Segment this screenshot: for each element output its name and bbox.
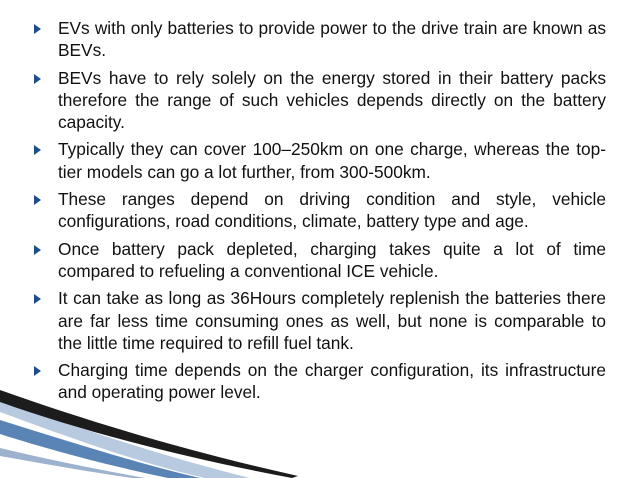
bullet-item bbox=[34, 188, 606, 233]
bullet-list bbox=[34, 17, 606, 409]
bullet-text: Once battery pack depleted, charging takes quite a lot of time compared to refueling a conventional ICE vehicle. bbox=[58, 238, 606, 281]
bullet-item bbox=[34, 138, 606, 183]
bullet-text: EVs with only batteries to provide power to the drive train are known as BEVs. bbox=[58, 18, 606, 61]
bullet-item bbox=[34, 17, 606, 62]
triangle-bullet-icon bbox=[34, 366, 41, 376]
bullet-text: Charging time depends on the charger configuration, its infrastructure and operating power level. bbox=[58, 360, 606, 403]
bullet-text: BEVs have to rely solely on the energy stored in their battery packs therefore the range of such vehicles depends directly on the battery capacity. bbox=[58, 67, 606, 133]
bullet-text: Typically they can cover 100–250km on one charge, whereas the top-tier models can go a lot further, from 300-500km. bbox=[58, 139, 606, 182]
swoosh-dark-band bbox=[0, 390, 298, 478]
triangle-bullet-icon bbox=[34, 74, 41, 84]
bullet-item bbox=[34, 287, 606, 354]
triangle-bullet-icon bbox=[34, 195, 41, 205]
triangle-bullet-icon bbox=[34, 245, 41, 255]
bullet-item bbox=[34, 238, 606, 283]
corner-swoosh-decoration bbox=[0, 390, 300, 478]
triangle-bullet-icon bbox=[34, 24, 41, 34]
bullet-text: It can take as long as 36Hours completely replenish the batteries there are far less time consuming ones as well, but none is comparable to the little time required to refill fuel tank. bbox=[58, 288, 606, 353]
bullet-item bbox=[34, 67, 606, 134]
bullet-text: These ranges depend on driving condition and style, vehicle configurations, road conditions, climate, battery type and age. bbox=[58, 189, 606, 232]
triangle-bullet-icon bbox=[34, 294, 41, 304]
triangle-bullet-icon bbox=[34, 145, 41, 155]
